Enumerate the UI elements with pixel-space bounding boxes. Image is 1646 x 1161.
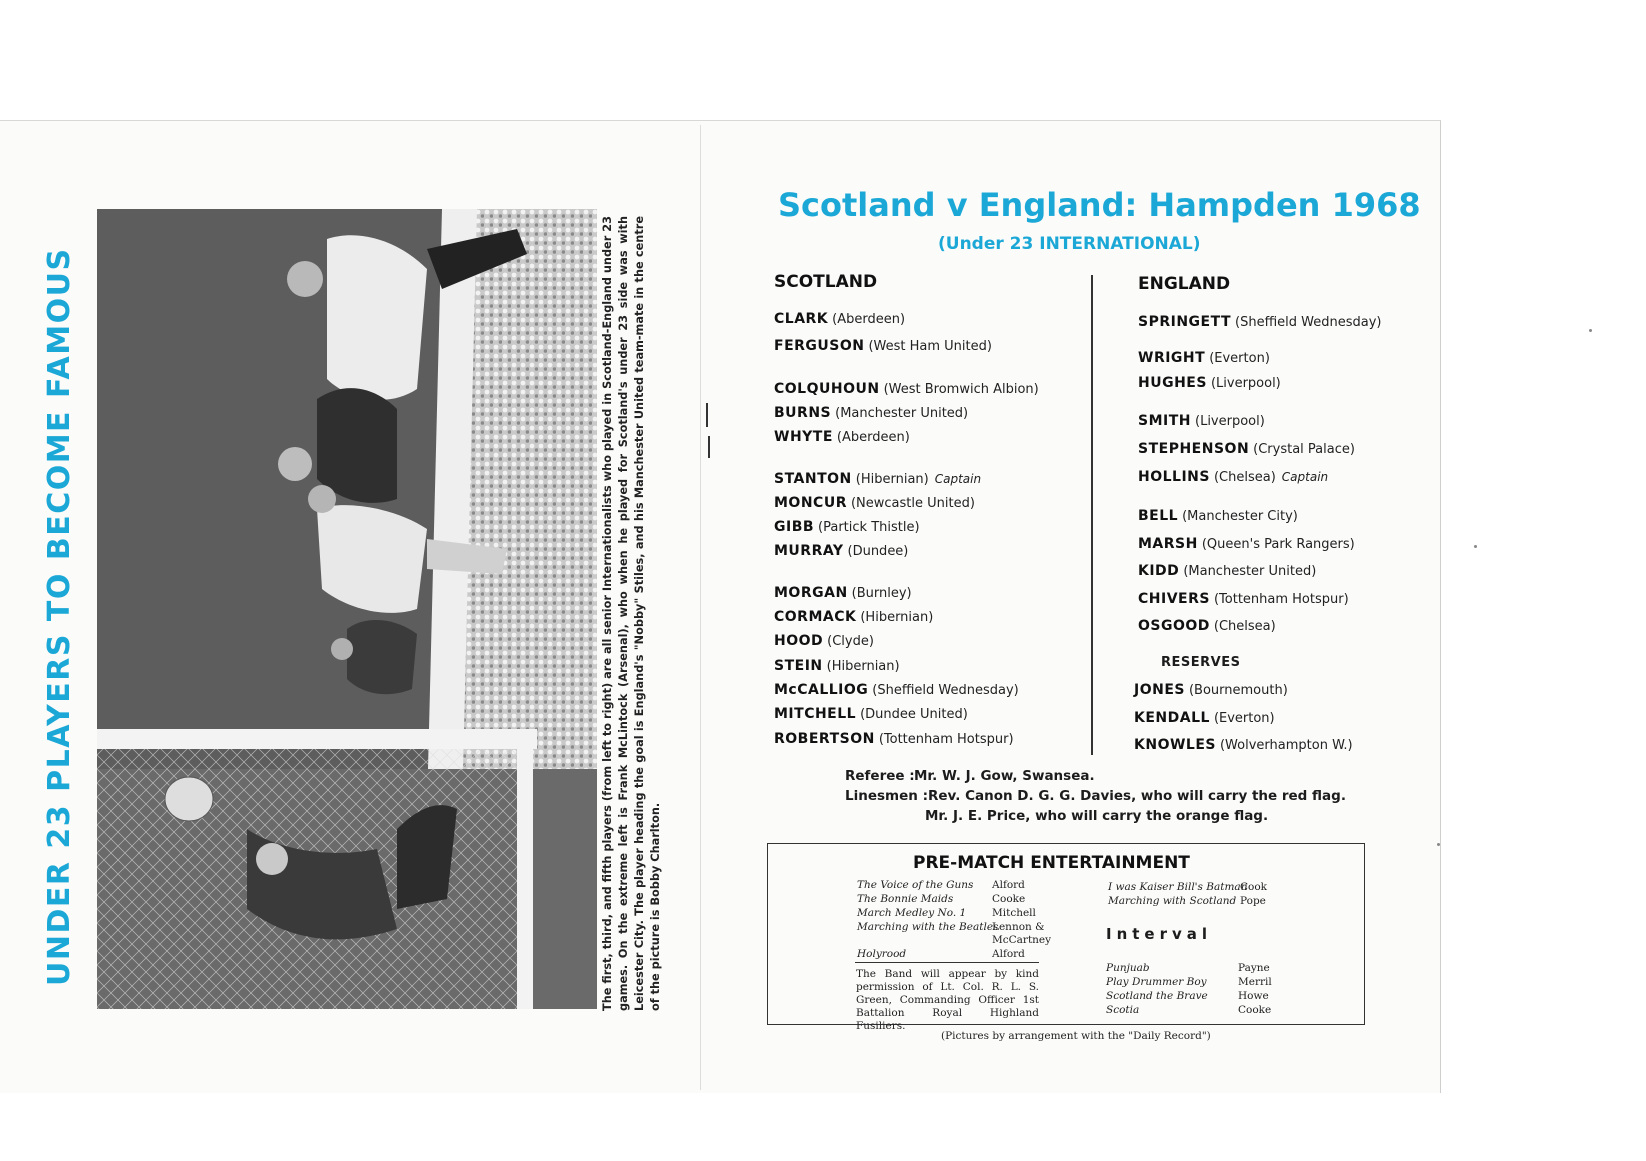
referee-name: Mr. W. J. Gow, Swansea. [914, 768, 1095, 784]
player-row [774, 429, 910, 445]
music-composer: Merril [1238, 976, 1272, 988]
player-name: SPRINGETT [1138, 314, 1232, 330]
player-name: KIDD [1138, 563, 1180, 579]
player-row [774, 682, 1019, 698]
captain-note: Captain [934, 472, 982, 486]
music-title: The Voice of the Guns [857, 879, 974, 891]
player-name: HOOD [774, 633, 824, 649]
column-divider [1091, 275, 1093, 755]
entertainment-rule [855, 962, 1039, 963]
music-composer: Cooke [992, 893, 1026, 905]
player-name: HUGHES [1138, 375, 1207, 391]
player-club: (Aberdeen) [836, 430, 910, 445]
player-name: BELL [1138, 508, 1179, 524]
player-row [774, 706, 968, 722]
linesman-1: Rev. Canon D. G. G. Davies, who will carry the red flag. [928, 788, 1346, 804]
photo-caption: The first, third, and fifth players (from left to right) are all senior Internationalists who played in Scotland-England under 23 games. On the extreme left is Frank McLintock (Arsenal), who when he played for Scotland's under 23 side was with Leicester City. The player heading the goal is England's "Nobby" Stiles, and his Manchester United team-mate in the centre of the picture is Bobby Charlton. [601, 216, 662, 1011]
player-name: MONCUR [774, 495, 847, 511]
music-composer: Alford [992, 879, 1025, 891]
player-name: COLQUHOUN [774, 381, 880, 397]
player-club: (Manchester City) [1182, 509, 1298, 524]
player-club: (Everton) [1209, 351, 1270, 366]
player-row [1138, 536, 1355, 552]
player-name: BURNS [774, 405, 832, 421]
player-row [1138, 413, 1265, 429]
player-row [1134, 710, 1275, 726]
player-name: JONES [1134, 682, 1185, 698]
player-name: MITCHELL [774, 706, 857, 722]
page-subtitle: (Under 23 INTERNATIONAL) [938, 234, 1201, 254]
player-row [774, 381, 1039, 397]
player-club: (Manchester United) [1183, 564, 1317, 579]
player-club: (Sheffield Wednesday) [872, 683, 1019, 698]
music-title: Play Drummer Boy [1106, 976, 1207, 988]
interval-label: Interval [1106, 925, 1213, 943]
reserves-heading: RESERVES [1161, 655, 1241, 670]
player-name: STEPHENSON [1138, 441, 1250, 457]
player-row [774, 519, 920, 535]
music-title: Marching with the Beatles [857, 921, 999, 933]
player-row [1138, 375, 1281, 391]
player-club: (Crystal Palace) [1253, 442, 1355, 457]
player-row [1138, 618, 1276, 634]
player-club: (West Bromwich Albion) [883, 382, 1039, 397]
music-title: Punjuab [1106, 962, 1150, 974]
player-name: HOLLINS [1138, 469, 1210, 485]
player-club: (Wolverhampton W.) [1219, 738, 1353, 753]
player-row [1138, 508, 1298, 524]
player-row [1138, 350, 1270, 366]
player-row [774, 633, 874, 649]
player-name: CLARK [774, 311, 829, 327]
player-name: KNOWLES [1134, 737, 1216, 753]
player-row [1134, 682, 1288, 698]
player-club: (Tottenham Hotspur) [1213, 592, 1349, 607]
music-title: Scotia [1106, 1004, 1140, 1016]
music-title: Scotland the Brave [1106, 990, 1208, 1002]
player-row [1138, 563, 1316, 579]
music-title: March Medley No. 1 [857, 907, 967, 919]
player-row [774, 658, 900, 674]
photo-illustration [97, 209, 597, 1009]
music-title: Holyrood [857, 948, 907, 960]
music-composer: Howe [1238, 990, 1269, 1002]
player-club: (Sheffield Wednesday) [1235, 315, 1382, 330]
player-row [1134, 737, 1353, 753]
page-fold [700, 125, 701, 1090]
player-name: WRIGHT [1138, 350, 1206, 366]
band-note: The Band will appear by kind permission of Lt. Col. R. L. S. Green, Commanding Officer 1st Battalion Royal Highland Fusiliers. [856, 968, 1039, 1032]
picture-credit: (Pictures by arrangement with the "Daily Record") [941, 1030, 1211, 1042]
player-row [1138, 469, 1328, 485]
player-row [774, 471, 981, 487]
player-row [774, 311, 905, 327]
player-club: (Dundee United) [860, 707, 968, 722]
music-composer: Cook [1240, 881, 1268, 893]
player-club: (Aberdeen) [832, 312, 906, 327]
speck [1474, 545, 1477, 548]
player-row [774, 731, 1014, 747]
player-club: (Queen's Park Rangers) [1201, 537, 1355, 552]
player-club: (Partick Thistle) [818, 520, 920, 535]
england-heading: ENGLAND [1138, 274, 1231, 294]
player-club: (Tottenham Hotspur) [878, 732, 1014, 747]
linesman-2: Mr. J. E. Price, who will carry the orange flag. [925, 808, 1269, 824]
speck [1589, 329, 1592, 332]
player-name: MORGAN [774, 585, 848, 601]
player-name: CORMACK [774, 609, 857, 625]
player-name: WHYTE [774, 429, 833, 445]
player-row [1138, 591, 1349, 607]
music-composer: Payne [1238, 962, 1270, 974]
fold-mark [706, 403, 708, 427]
player-row [774, 609, 933, 625]
player-club: (Liverpool) [1210, 376, 1281, 391]
player-name: MARSH [1138, 536, 1198, 552]
captain-note: Captain [1281, 470, 1329, 484]
music-title: Marching with Scotland [1108, 895, 1237, 907]
player-club: (Hibernian) [826, 659, 900, 674]
player-name: ROBERTSON [774, 731, 875, 747]
player-club: (Chelsea) [1213, 470, 1276, 485]
player-club: (Dundee) [847, 544, 909, 559]
music-composer: Mitchell [992, 907, 1036, 919]
player-club: (Chelsea) [1213, 619, 1276, 634]
music-title: I was Kaiser Bill's Batman [1108, 881, 1248, 893]
music-composer: McCartney [992, 934, 1052, 946]
side-title: UNDER 23 PLAYERS TO BECOME FAMOUS [42, 247, 77, 986]
player-row [774, 543, 908, 559]
player-club: (West Ham United) [868, 339, 992, 354]
player-club: (Bournemouth) [1188, 683, 1288, 698]
entertainment-title: PRE-MATCH ENTERTAINMENT [913, 853, 1190, 873]
player-club: (Hibernian) [855, 472, 929, 487]
player-name: STANTON [774, 471, 852, 487]
player-row [774, 405, 968, 421]
player-row [774, 585, 912, 601]
player-club: (Liverpool) [1195, 414, 1265, 429]
player-name: STEIN [774, 658, 823, 674]
player-row [774, 495, 975, 511]
player-club: (Everton) [1213, 711, 1275, 726]
speck [1437, 843, 1440, 846]
music-title: The Bonnie Maids [857, 893, 954, 905]
music-composer: Lennon & [992, 921, 1045, 933]
referee-label: Referee : [845, 768, 915, 784]
scotland-heading: SCOTLAND [774, 272, 878, 292]
player-name: CHIVERS [1138, 591, 1210, 607]
music-composer: Alford [992, 948, 1025, 960]
music-composer: Pope [1240, 895, 1266, 907]
player-club: (Manchester United) [835, 406, 969, 421]
player-name: McCALLIOG [774, 682, 869, 698]
player-club: (Burnley) [851, 586, 912, 601]
player-row [1138, 441, 1355, 457]
player-name: OSGOOD [1138, 618, 1210, 634]
fold-mark [708, 436, 710, 458]
player-name: SMITH [1138, 413, 1191, 429]
player-club: (Clyde) [827, 634, 874, 649]
player-row [1138, 314, 1382, 330]
player-name: MURRAY [774, 543, 844, 559]
music-composer: Cooke [1238, 1004, 1272, 1016]
match-photograph [97, 209, 597, 1009]
player-name: KENDALL [1134, 710, 1210, 726]
player-name: GIBB [774, 519, 815, 535]
player-name: FERGUSON [774, 338, 865, 354]
player-club: (Newcastle United) [850, 496, 975, 511]
player-club: (Hibernian) [860, 610, 934, 625]
page-title: Scotland v England: Hampden 1968 [778, 186, 1421, 224]
linesmen-label: Linesmen : [845, 788, 928, 804]
player-row [774, 338, 992, 354]
